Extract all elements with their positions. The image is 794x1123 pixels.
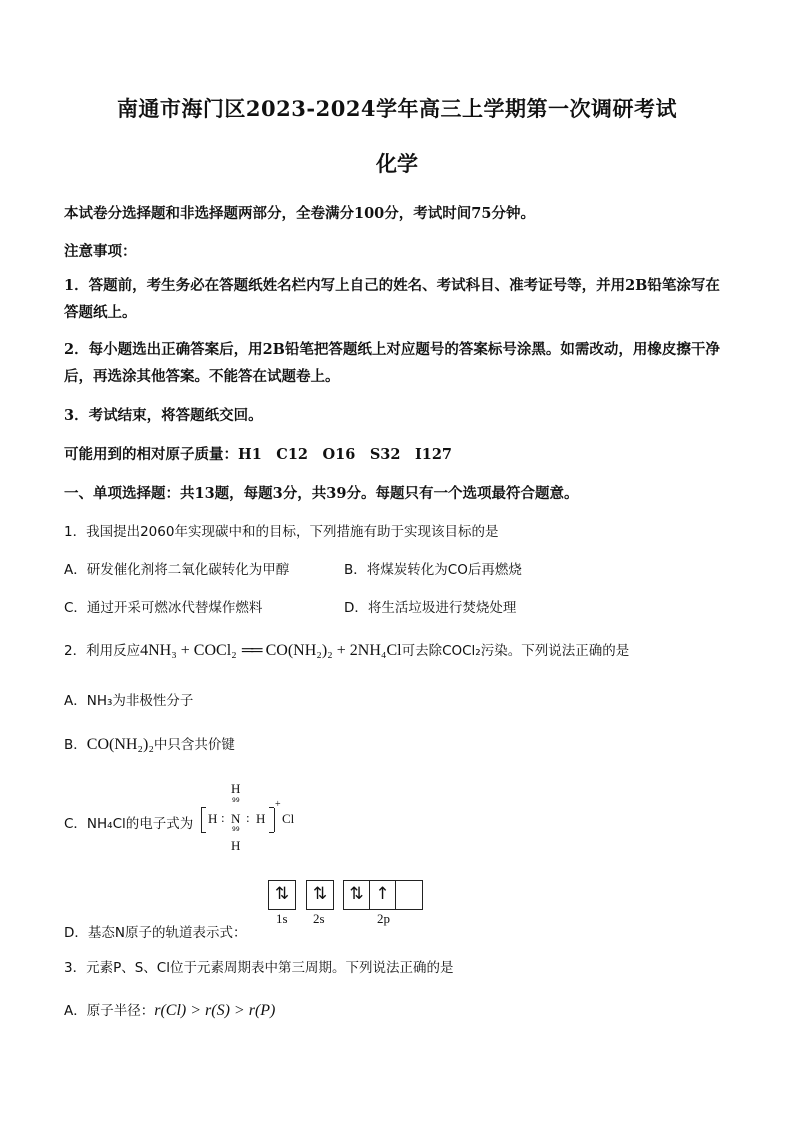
subject-title: 化学 bbox=[376, 151, 418, 176]
note-item-1: 1．答题前，考生务必在答题纸姓名栏内写上自己的姓名、考试科目、准考证号等，并用2B铅笔涂写在答题纸上。 bbox=[64, 277, 720, 321]
q2-option-b bbox=[64, 733, 235, 754]
orbital-1s-electrons: ⇅ bbox=[274, 884, 290, 904]
q2-option-a: A．NH₃为非极性分子 bbox=[64, 693, 194, 709]
orbital-label-2p: 2p bbox=[377, 911, 390, 926]
exam-title: 南通市海门区2023-2024学年高三上学期第一次调研考试 bbox=[116, 96, 678, 121]
ed-anion: Cl bbox=[282, 811, 295, 826]
q2-c-prefix: C．NH₄Cl的电子式为 bbox=[64, 816, 194, 832]
q3-option-a bbox=[64, 999, 275, 1020]
orbital-2p-2: ↑ bbox=[370, 881, 396, 909]
ed-colon-right: : bbox=[246, 810, 250, 825]
q1-option-b: B．将煤炭转化为CO后再燃烧 bbox=[344, 562, 522, 578]
orbital-box-1s bbox=[268, 880, 296, 910]
q2-b-prefix: B． bbox=[64, 737, 87, 753]
ed-bracket-bl bbox=[201, 832, 206, 833]
ed-h-left: H bbox=[208, 811, 218, 826]
ed-colon-left: : bbox=[221, 810, 225, 825]
ed-bracket-br bbox=[269, 832, 274, 833]
orbital-2p-1: ⇅ bbox=[344, 881, 370, 909]
q2-suffix: 可去除COCl₂污染。下列说法正确的是 bbox=[401, 643, 630, 659]
note-item-2: 2．每小题选出正确答案后，用2B铅笔把答题纸上对应题号的答案标号涂黑。如需改动，用橡皮擦干净后，再选涂其他答案。不能答在试题卷上。 bbox=[64, 341, 720, 385]
ed-h-bottom: H bbox=[231, 838, 241, 853]
ed-n-center: N bbox=[231, 811, 241, 826]
ed-h-top: H bbox=[231, 781, 241, 796]
q2-option-d: D．基态N原子的轨道表示式： bbox=[64, 925, 247, 941]
q2-prefix: 2．利用反应 bbox=[64, 643, 141, 659]
q3-stem: 3．元素P、S、Cl位于元素周期表中第三周期。下列说法正确的是 bbox=[64, 960, 454, 976]
ed-bracket-tr bbox=[269, 807, 274, 808]
section-heading: 一、单项选择题：共13题，每题3分，共39分。每题只有一个选项最符合题意。 bbox=[64, 485, 579, 502]
note-item-3: 3．考试结束，将答题纸交回。 bbox=[64, 407, 263, 424]
q2-reaction-lhs: 4NH₃ + COCl₂ bbox=[140, 642, 237, 659]
notes-heading: 注意事项： bbox=[64, 243, 137, 260]
q3-a-prefix: A．原子半径： bbox=[64, 1003, 155, 1019]
orbital-2p-3 bbox=[396, 881, 422, 909]
q3-a-formula: r(Cl) > r(S) > r(P) bbox=[154, 1002, 276, 1019]
electron-dot-structure bbox=[201, 781, 281, 855]
q2-reaction-rhs: CO(NH₂)₂ + 2NH₄Cl bbox=[265, 642, 402, 659]
orbital-box-2s bbox=[306, 880, 334, 910]
q2-reaction-arrow: ══ bbox=[241, 642, 261, 659]
q1-option-a: A．研发催化剂将二氧化碳转化为甲醇 bbox=[64, 562, 290, 578]
ed-dots-bottom: 99 bbox=[232, 826, 240, 833]
orbital-label-2s: 2s bbox=[313, 911, 325, 926]
q2-b-suffix: 中只含共价键 bbox=[153, 737, 235, 753]
q1-option-c: C．通过开采可燃冰代替煤作燃料 bbox=[64, 600, 263, 616]
intro-text: 本试卷分选择题和非选择题两部分，全卷满分100分，考试时间75分钟。 bbox=[64, 205, 535, 222]
q2-b-formula: CO(NH₂)₂ bbox=[86, 736, 154, 753]
q1-option-d: D．将生活垃圾进行焚烧处理 bbox=[344, 600, 517, 616]
orbital-2s-electrons: ⇅ bbox=[312, 884, 328, 904]
ed-charge: + bbox=[275, 799, 281, 810]
q2-stem bbox=[64, 639, 629, 660]
ed-dots-top: 99 bbox=[232, 797, 240, 804]
ed-bracket-tl bbox=[201, 807, 206, 808]
orbital-box-2p bbox=[343, 880, 423, 910]
orbital-label-1s: 1s bbox=[276, 911, 288, 926]
atomic-mass-line: 可能用到的相对原子质量：H1 C12 O16 S32 I127 bbox=[64, 446, 453, 463]
q1-stem: 1．我国提出2060年实现碳中和的目标，下列措施有助于实现该目标的是 bbox=[64, 524, 499, 540]
ed-h-right: H bbox=[256, 811, 266, 826]
